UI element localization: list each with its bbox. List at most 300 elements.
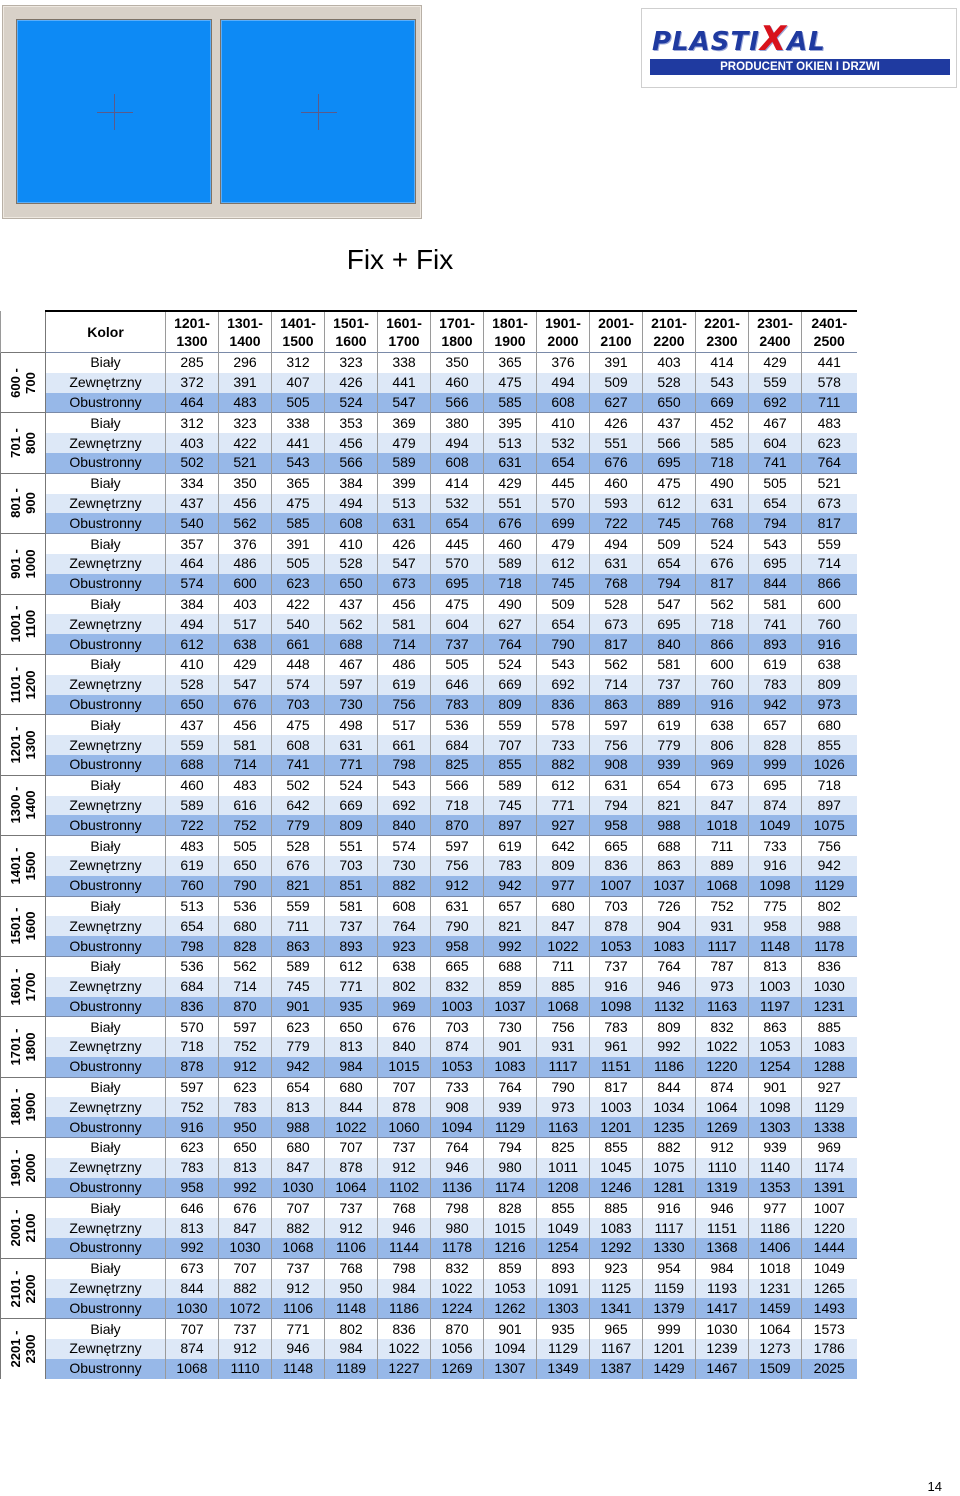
- price-cell: 1030: [802, 977, 857, 997]
- height-range-to: 1200: [23, 670, 38, 700]
- price-cell: 714: [802, 554, 857, 574]
- price-cell: 1053: [749, 1037, 802, 1057]
- price-cell: 878: [325, 1158, 378, 1178]
- header-corner: [1, 311, 46, 353]
- price-cell: 1030: [166, 1298, 219, 1318]
- price-cell: 334: [166, 473, 219, 493]
- price-cell: 714: [378, 634, 431, 654]
- color-label: Obustronny: [46, 453, 166, 473]
- price-cell: 882: [537, 755, 590, 775]
- price-cell: 456: [325, 433, 378, 453]
- height-range-label: [8, 727, 38, 764]
- page-number: 14: [927, 1479, 942, 1494]
- price-cell: 513: [166, 896, 219, 916]
- table-row: [1, 1077, 857, 1097]
- price-cell: 817: [696, 574, 749, 594]
- price-cell: 1231: [802, 997, 857, 1017]
- price-cell: 794: [484, 1138, 537, 1158]
- price-cell: 376: [537, 353, 590, 373]
- price-cell: 543: [696, 373, 749, 393]
- price-cell: 414: [696, 353, 749, 373]
- price-cell: 1186: [643, 1057, 696, 1077]
- price-cell: 988: [802, 916, 857, 936]
- price-cell: 798: [378, 1258, 431, 1278]
- color-label: Biały: [46, 1077, 166, 1097]
- price-cell: 863: [590, 695, 643, 715]
- price-cell: 547: [219, 675, 272, 695]
- table-row: [1, 956, 857, 976]
- price-cell: 1129: [484, 1117, 537, 1137]
- price-cell: 631: [378, 513, 431, 533]
- height-range-to: 900: [23, 492, 38, 515]
- width-range-to: 1600: [335, 333, 367, 349]
- price-cell: 410: [537, 413, 590, 433]
- price-cell: 578: [537, 715, 590, 735]
- table-row: [1, 896, 857, 916]
- price-cell: 661: [378, 735, 431, 755]
- price-cell: 745: [537, 574, 590, 594]
- price-cell: 745: [272, 977, 325, 997]
- price-cell: 581: [325, 896, 378, 916]
- price-cell: 984: [325, 1057, 378, 1077]
- price-cell: 1186: [749, 1218, 802, 1238]
- height-range-from: 1201 -: [8, 726, 23, 764]
- price-cell: 680: [219, 916, 272, 936]
- price-cell: 745: [643, 513, 696, 533]
- price-cell: 1075: [802, 815, 857, 835]
- price-cell: 1459: [749, 1298, 802, 1318]
- height-range-cell: [1, 594, 46, 654]
- price-cell: 768: [590, 574, 643, 594]
- price-cell: 1292: [590, 1238, 643, 1258]
- price-cell: 692: [378, 796, 431, 816]
- table-row: [1, 393, 857, 413]
- width-range-header: [325, 311, 378, 353]
- price-cell: 410: [166, 654, 219, 674]
- glass-pane-left: [16, 19, 212, 204]
- price-cell: 760: [696, 675, 749, 695]
- price-cell: 798: [378, 755, 431, 775]
- color-label: Biały: [46, 353, 166, 373]
- price-cell: 703: [590, 896, 643, 916]
- price-cell: 654: [272, 1077, 325, 1097]
- price-cell: 323: [325, 353, 378, 373]
- price-cell: 597: [431, 836, 484, 856]
- price-cell: 350: [431, 353, 484, 373]
- price-cell: 1338: [802, 1117, 857, 1137]
- price-cell: 505: [219, 836, 272, 856]
- price-cell: 832: [431, 1258, 484, 1278]
- price-cell: 1053: [431, 1057, 484, 1077]
- price-cell: 1151: [696, 1218, 749, 1238]
- price-cell: 958: [749, 916, 802, 936]
- price-cell: 452: [696, 413, 749, 433]
- price-cell: 711: [537, 956, 590, 976]
- price-cell: 718: [696, 614, 749, 634]
- price-cell: 676: [484, 513, 537, 533]
- price-cell: 847: [272, 1158, 325, 1178]
- price-cell: 855: [537, 1198, 590, 1218]
- color-label: Zewnętrzny: [46, 1279, 166, 1299]
- price-cell: 494: [431, 433, 484, 453]
- price-cell: 467: [325, 654, 378, 674]
- height-range-label: [8, 847, 38, 884]
- color-label: Biały: [46, 775, 166, 795]
- price-cell: 623: [272, 574, 325, 594]
- price-cell: 407: [272, 373, 325, 393]
- price-cell: 874: [166, 1339, 219, 1359]
- price-cell: 703: [272, 695, 325, 715]
- price-cell: 722: [166, 815, 219, 835]
- price-cell: 669: [325, 796, 378, 816]
- price-cell: 1068: [696, 876, 749, 896]
- price-cell: 935: [537, 1319, 590, 1339]
- price-cell: 654: [431, 513, 484, 533]
- price-cell: 847: [537, 916, 590, 936]
- color-label: Biały: [46, 1198, 166, 1218]
- price-cell: 680: [802, 715, 857, 735]
- price-cell: 365: [272, 473, 325, 493]
- height-range-to: 1800: [23, 1032, 38, 1062]
- price-cell: 695: [431, 574, 484, 594]
- price-cell: 646: [431, 675, 484, 695]
- height-range-from: 1300 -: [8, 786, 23, 824]
- table-row: [1, 1097, 857, 1117]
- price-cell: 593: [590, 494, 643, 514]
- price-cell: 695: [643, 614, 696, 634]
- price-cell: 836: [537, 695, 590, 715]
- price-cell: 574: [272, 675, 325, 695]
- price-cell: 764: [643, 956, 696, 976]
- price-cell: 441: [272, 433, 325, 453]
- price-cell: 528: [325, 554, 378, 574]
- price-cell: 559: [802, 534, 857, 554]
- height-range-to: 1700: [23, 972, 38, 1002]
- price-cell: 608: [378, 896, 431, 916]
- price-cell: 760: [166, 876, 219, 896]
- price-cell: 1239: [696, 1339, 749, 1359]
- price-cell: 494: [590, 534, 643, 554]
- price-cell: 1148: [325, 1298, 378, 1318]
- price-cell: 1045: [590, 1158, 643, 1178]
- height-range-label: [8, 489, 38, 519]
- table-row: [1, 353, 857, 373]
- price-cell: 1102: [378, 1178, 431, 1198]
- price-cell: 916: [696, 695, 749, 715]
- price-cell: 312: [272, 353, 325, 373]
- price-cell: 589: [166, 796, 219, 816]
- price-cell: 752: [696, 896, 749, 916]
- price-cell: 1056: [431, 1339, 484, 1359]
- price-cell: 460: [431, 373, 484, 393]
- price-cell: 961: [590, 1037, 643, 1057]
- price-cell: 813: [749, 956, 802, 976]
- price-cell: 1098: [749, 1097, 802, 1117]
- table-row: [1, 695, 857, 715]
- price-cell: 779: [643, 735, 696, 755]
- price-cell: 809: [643, 1017, 696, 1037]
- width-range-to: 1800: [441, 333, 473, 349]
- price-cell: 813: [166, 1218, 219, 1238]
- price-cell: 878: [166, 1057, 219, 1077]
- price-cell: 737: [325, 916, 378, 936]
- price-cell: 1022: [378, 1339, 431, 1359]
- price-cell: 612: [537, 775, 590, 795]
- price-cell: 680: [537, 896, 590, 916]
- price-cell: 809: [484, 695, 537, 715]
- price-cell: 703: [325, 856, 378, 876]
- price-cell: 1083: [590, 1218, 643, 1238]
- price-cell: 988: [643, 815, 696, 835]
- table-row: [1, 675, 857, 695]
- price-cell: 897: [484, 815, 537, 835]
- price-cell: 1064: [325, 1178, 378, 1198]
- price-cell: 768: [696, 513, 749, 533]
- price-cell: 794: [643, 574, 696, 594]
- height-range-to: 1500: [23, 851, 38, 881]
- price-cell: 581: [749, 594, 802, 614]
- price-cell: 665: [431, 956, 484, 976]
- price-cell: 578: [802, 373, 857, 393]
- price-cell: 908: [431, 1097, 484, 1117]
- price-cell: 285: [166, 353, 219, 373]
- table-row: [1, 876, 857, 896]
- height-range-label: [8, 1210, 38, 1247]
- height-range-cell: [1, 1017, 46, 1077]
- price-cell: 600: [802, 594, 857, 614]
- price-cell: 1786: [802, 1339, 857, 1359]
- price-cell: 1174: [802, 1158, 857, 1178]
- price-cell: 414: [431, 473, 484, 493]
- height-range-cell: [1, 1138, 46, 1198]
- price-cell: 608: [325, 513, 378, 533]
- price-cell: 547: [378, 393, 431, 413]
- price-cell: 562: [696, 594, 749, 614]
- price-cell: 821: [272, 876, 325, 896]
- price-cell: 790: [537, 1077, 590, 1097]
- height-range-from: 2201 -: [8, 1330, 23, 1368]
- price-cell: 771: [537, 796, 590, 816]
- price-cell: 707: [272, 1198, 325, 1218]
- width-range-header: [378, 311, 431, 353]
- price-cell: 950: [219, 1117, 272, 1137]
- width-range-from: 1701-: [439, 315, 475, 331]
- price-cell: 680: [325, 1077, 378, 1097]
- height-range-to: 1400: [23, 790, 38, 820]
- color-label: Obustronny: [46, 393, 166, 413]
- price-cell: 737: [325, 1198, 378, 1218]
- price-cell: 1288: [802, 1057, 857, 1077]
- width-range-from: 2301-: [757, 315, 793, 331]
- price-cell: 612: [325, 956, 378, 976]
- price-cell: 1391: [802, 1178, 857, 1198]
- price-cell: 585: [696, 433, 749, 453]
- height-range-label: [8, 1331, 38, 1368]
- price-cell: 844: [166, 1279, 219, 1299]
- price-cell: 585: [484, 393, 537, 413]
- price-cell: 597: [166, 1077, 219, 1097]
- price-cell: 946: [378, 1218, 431, 1238]
- price-cell: 608: [431, 453, 484, 473]
- price-cell: 1129: [802, 876, 857, 896]
- price-cell: 684: [431, 735, 484, 755]
- height-range-from: 1001 -: [8, 605, 23, 643]
- price-cell: 992: [219, 1178, 272, 1198]
- price-cell: 1467: [696, 1359, 749, 1379]
- height-range-to: 700: [23, 371, 38, 394]
- price-cell: 391: [590, 353, 643, 373]
- table-row: [1, 1117, 857, 1137]
- price-cell: 828: [484, 1198, 537, 1218]
- height-range-cell: [1, 1077, 46, 1137]
- price-cell: 1037: [484, 997, 537, 1017]
- price-cell: 825: [431, 755, 484, 775]
- price-cell: 885: [537, 977, 590, 997]
- price-cell: 916: [749, 856, 802, 876]
- price-cell: 475: [272, 715, 325, 735]
- price-cell: 403: [643, 353, 696, 373]
- price-cell: 650: [643, 393, 696, 413]
- price-cell: 692: [749, 393, 802, 413]
- price-cell: 1022: [325, 1117, 378, 1137]
- height-range-to: 1600: [23, 911, 38, 941]
- price-cell: 422: [219, 433, 272, 453]
- price-cell: 559: [749, 373, 802, 393]
- price-cell: 794: [590, 796, 643, 816]
- price-cell: 1037: [643, 876, 696, 896]
- width-range-from: 1801-: [492, 315, 528, 331]
- price-cell: 836: [802, 956, 857, 976]
- price-cell: 855: [590, 1138, 643, 1158]
- price-cell: 1030: [696, 1319, 749, 1339]
- price-cell: 931: [696, 916, 749, 936]
- price-cell: 912: [325, 1218, 378, 1238]
- price-cell: 638: [802, 654, 857, 674]
- price-cell: 1106: [325, 1238, 378, 1258]
- price-cell: 851: [325, 876, 378, 896]
- price-cell: 600: [219, 574, 272, 594]
- width-range-to: 1700: [388, 333, 420, 349]
- price-cell: 673: [378, 574, 431, 594]
- table-row: [1, 1017, 857, 1037]
- price-cell: 1231: [749, 1279, 802, 1299]
- price-cell: 1246: [590, 1178, 643, 1198]
- price-cell: 844: [643, 1077, 696, 1097]
- price-cell: 1026: [802, 755, 857, 775]
- price-cell: 654: [643, 554, 696, 574]
- price-cell: 912: [219, 1339, 272, 1359]
- crosshair-icon: [301, 112, 337, 113]
- price-cell: 688: [325, 634, 378, 654]
- price-cell: 399: [378, 473, 431, 493]
- width-range-from: 1601-: [386, 315, 422, 331]
- price-cell: 1060: [378, 1117, 431, 1137]
- price-cell: 859: [484, 1258, 537, 1278]
- table-row: [1, 997, 857, 1017]
- kolor-header: Kolor: [46, 311, 166, 353]
- height-range-cell: [1, 715, 46, 775]
- price-cell: 562: [219, 956, 272, 976]
- crosshair-icon: [318, 94, 319, 130]
- price-cell: 494: [166, 614, 219, 634]
- price-cell: 1406: [749, 1238, 802, 1258]
- price-cell: 893: [325, 936, 378, 956]
- price-cell: 631: [590, 775, 643, 795]
- height-range-cell: [1, 413, 46, 473]
- price-cell: 1163: [696, 997, 749, 1017]
- price-cell: 631: [696, 494, 749, 514]
- glass-pane-right: [220, 19, 416, 204]
- price-cell: 543: [749, 534, 802, 554]
- price-cell: 422: [272, 594, 325, 614]
- price-cell: 809: [537, 856, 590, 876]
- price-cell: 802: [802, 896, 857, 916]
- height-range-label: [8, 1149, 38, 1186]
- color-label: Obustronny: [46, 815, 166, 835]
- price-cell: 426: [325, 373, 378, 393]
- price-cell: 623: [219, 1077, 272, 1097]
- price-cell: 650: [219, 1138, 272, 1158]
- price-cell: 650: [219, 856, 272, 876]
- price-cell: 445: [431, 534, 484, 554]
- price-cell: 737: [378, 1138, 431, 1158]
- price-cell: 908: [590, 755, 643, 775]
- price-cell: 296: [219, 353, 272, 373]
- price-cell: 737: [590, 956, 643, 976]
- height-range-from: 1401 -: [8, 847, 23, 885]
- width-range-header: [272, 311, 325, 353]
- price-cell: 448: [272, 654, 325, 674]
- price-cell: 650: [325, 574, 378, 594]
- height-range-to: 800: [23, 432, 38, 454]
- width-range-header: [166, 311, 219, 353]
- price-cell: 783: [166, 1158, 219, 1178]
- price-cell: 1083: [484, 1057, 537, 1077]
- price-cell: 1049: [537, 1218, 590, 1238]
- price-cell: 741: [749, 453, 802, 473]
- price-cell: 532: [431, 494, 484, 514]
- color-label: Biały: [46, 413, 166, 433]
- price-cell: 490: [696, 473, 749, 493]
- price-cell: 460: [166, 775, 219, 795]
- price-cell: 984: [378, 1279, 431, 1299]
- price-cell: 619: [643, 715, 696, 735]
- price-cell: 939: [643, 755, 696, 775]
- price-cell: 654: [166, 916, 219, 936]
- price-cell: 1030: [272, 1178, 325, 1198]
- price-cell: 942: [802, 856, 857, 876]
- price-cell: 536: [166, 956, 219, 976]
- price-cell: 813: [272, 1097, 325, 1117]
- price-cell: 950: [325, 1279, 378, 1299]
- price-cell: 923: [378, 936, 431, 956]
- price-cell: 847: [219, 1218, 272, 1238]
- table-row: [1, 574, 857, 594]
- table-row: [1, 1279, 857, 1299]
- price-cell: 783: [590, 1017, 643, 1037]
- price-cell: 1273: [749, 1339, 802, 1359]
- price-cell: 437: [166, 494, 219, 514]
- price-cell: 817: [590, 1077, 643, 1097]
- price-cell: 695: [749, 554, 802, 574]
- width-range-from: 2101-: [651, 315, 687, 331]
- price-cell: 901: [484, 1037, 537, 1057]
- price-cell: 866: [696, 634, 749, 654]
- price-cell: 524: [325, 775, 378, 795]
- price-cell: 958: [166, 1178, 219, 1198]
- price-cell: 1269: [696, 1117, 749, 1137]
- price-cell: 597: [219, 1017, 272, 1037]
